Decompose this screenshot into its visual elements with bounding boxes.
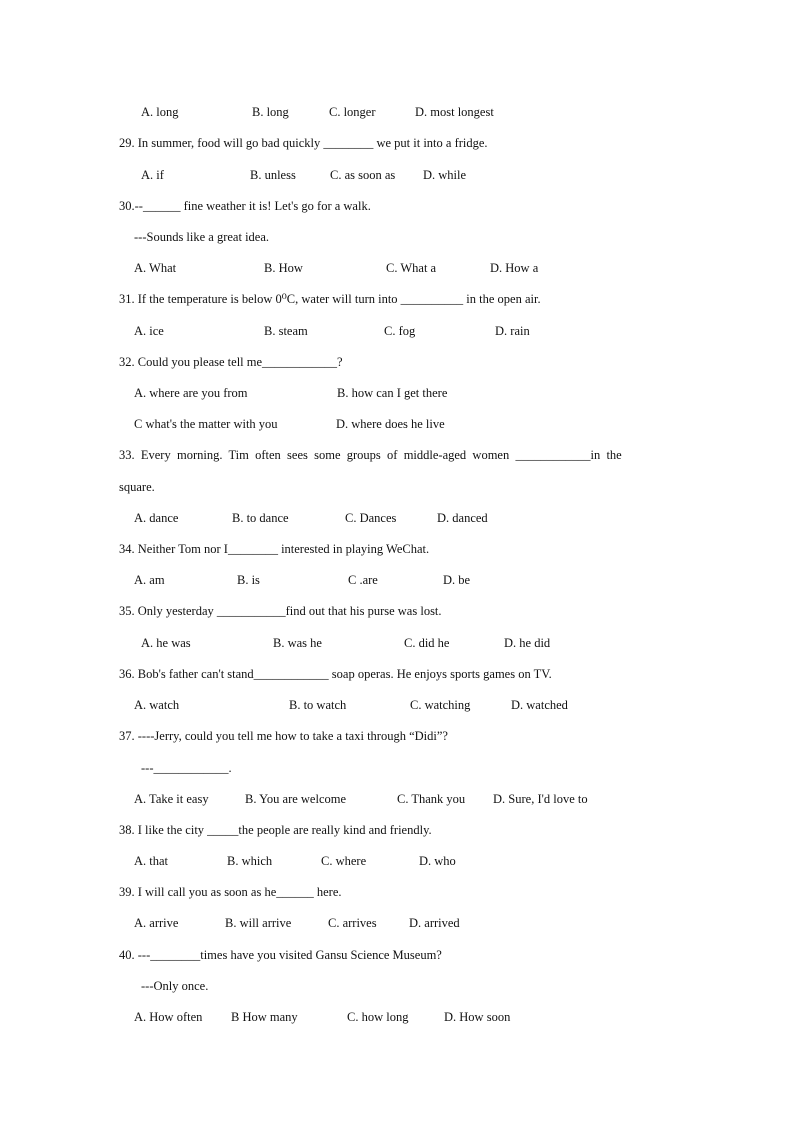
q30-stem: 30.--______ fine weather it is! Let's go for a walk.: [119, 199, 371, 213]
q39-option-a: A. arrive: [134, 916, 179, 930]
q39-option-b: B. will arrive: [225, 916, 292, 930]
q33-option-a: A. dance: [134, 511, 179, 525]
q37-option-c: C. Thank you: [397, 792, 466, 806]
q37-stem: 37. ----Jerry, could you tell me how to take a taxi through “Didi”?: [119, 729, 448, 743]
q39-stem: 39. I will call you as soon as he______ here.: [119, 885, 342, 899]
q35-option-c: C. did he: [404, 636, 450, 650]
q29-option-d: D. while: [423, 168, 467, 182]
q32-option-b: B. how can I get there: [337, 386, 448, 400]
q28-option-a: A. long: [141, 105, 179, 119]
q40-option-d: D. How soon: [444, 1010, 511, 1024]
q37-option-b: B. You are welcome: [245, 792, 347, 806]
q38-option-b: B. which: [227, 854, 273, 868]
q32-stem: 32. Could you please tell me____________?: [119, 355, 343, 369]
q40-stem: 40. ---________times have you visited Gansu Science Museum?: [119, 948, 442, 962]
q29-option-b: B. unless: [250, 168, 296, 182]
q28-option-b: B. long: [252, 105, 289, 119]
q31-option-c: C. fog: [384, 324, 416, 338]
q33-stem: 33. Every morning. Tim often sees some groups of middle-aged women ____________in the: [119, 448, 622, 462]
q36-stem: 36. Bob's father can't stand____________ soap operas. He enjoys sports games on TV.: [119, 667, 552, 681]
q30-option-d: D. How a: [490, 261, 539, 275]
q35-option-b: B. was he: [273, 636, 322, 650]
q33-stem-continued: square.: [119, 480, 155, 494]
q34-option-b: B. is: [237, 573, 260, 587]
q29-option-c: C. as soon as: [330, 168, 396, 182]
q30-option-a: A. What: [134, 261, 177, 275]
q37-option-d: D. Sure, I'd love to: [493, 792, 588, 806]
q31-option-d: D. rain: [495, 324, 530, 338]
q34-option-d: D. be: [443, 573, 471, 587]
q29-stem: 29. In summer, food will go bad quickly ________ we put it into a fridge.: [119, 136, 488, 150]
q34-option-a: A. am: [134, 573, 165, 587]
q33-option-c: C. Dances: [345, 511, 397, 525]
q39-option-d: D. arrived: [409, 916, 460, 930]
q33-option-d: D. danced: [437, 511, 488, 525]
q36-option-d: D. watched: [511, 698, 568, 712]
q40-option-a: A. How often: [134, 1010, 203, 1024]
q37-option-a: A. Take it easy: [134, 792, 209, 806]
q29-option-a: A. if: [141, 168, 164, 182]
q31-option-b: B. steam: [264, 324, 308, 338]
q30-response: ---Sounds like a great idea.: [134, 230, 270, 244]
q40-option-b: B How many: [231, 1010, 298, 1024]
q34-stem: 34. Neither Tom nor I________ interested in playing WeChat.: [119, 542, 430, 556]
q32-option-a: A. where are you from: [134, 386, 248, 400]
q34-option-c: C .are: [348, 573, 378, 587]
q39-option-c: C. arrives: [328, 916, 377, 930]
q36-option-a: A. watch: [134, 698, 180, 712]
q38-option-a: A. that: [134, 854, 169, 868]
q33-option-b: B. to dance: [232, 511, 289, 525]
q28-option-d: D. most longest: [415, 105, 494, 119]
q36-option-c: C. watching: [410, 698, 471, 712]
q40-response: ---Only once.: [141, 979, 209, 993]
q35-option-d: D. he did: [504, 636, 551, 650]
q38-stem: 38. I like the city _____the people are really kind and friendly.: [119, 823, 432, 837]
q38-option-c: C. where: [321, 854, 367, 868]
q40-option-c: C. how long: [347, 1010, 409, 1024]
q30-option-b: B. How: [264, 261, 303, 275]
q32-option-d: D. where does he live: [336, 417, 445, 431]
q38-option-d: D. who: [419, 854, 456, 868]
q35-stem: 35. Only yesterday ___________find out that his purse was lost.: [119, 604, 442, 618]
q30-option-c: C. What a: [386, 261, 437, 275]
q31-option-a: A. ice: [134, 324, 164, 338]
q35-option-a: A. he was: [141, 636, 191, 650]
q36-option-b: B. to watch: [289, 698, 347, 712]
q32-option-c: C what's the matter with you: [134, 417, 278, 431]
q31-stem: 31. If the temperature is below 0⁰C, water will turn into __________ in the open air.: [119, 292, 541, 306]
q37-response: ---____________.: [141, 761, 232, 775]
q28-option-c: C. longer: [329, 105, 376, 119]
